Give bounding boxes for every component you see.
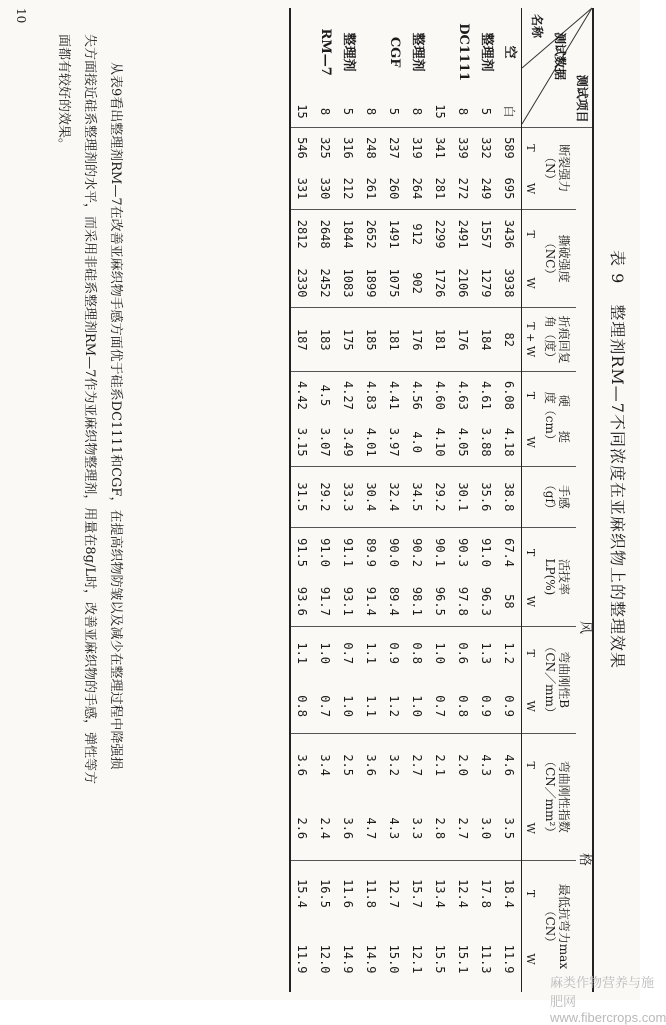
table-cell: 34.5 bbox=[406, 466, 429, 528]
table-cell: 546 bbox=[290, 127, 314, 168]
table-number: 表 9 bbox=[608, 250, 627, 285]
table-cell: 12.7 bbox=[387, 879, 402, 908]
table-cell: 264 bbox=[406, 168, 429, 209]
table-cell: 3436 bbox=[502, 219, 517, 249]
table-cell: 4.63 bbox=[456, 380, 471, 410]
table-cell: 1.3 bbox=[479, 642, 494, 665]
table-cell: 31.5 bbox=[290, 466, 314, 528]
table-cell: 58 bbox=[498, 577, 522, 626]
col-activity-rate-unit: LP(%) bbox=[543, 558, 557, 596]
table-row bbox=[498, 8, 522, 992]
table-cell: 1.1 bbox=[360, 680, 383, 733]
sub-label: T bbox=[522, 127, 539, 168]
table-cell: 3.15 bbox=[290, 419, 314, 466]
table-cell: 91.0 bbox=[318, 538, 333, 567]
table-cell: 96.5 bbox=[429, 577, 452, 626]
table-row bbox=[360, 8, 383, 992]
row-concentration: 5 bbox=[383, 96, 406, 127]
table-cell: 11.8 bbox=[364, 879, 379, 908]
table-cell: 11.6 bbox=[341, 879, 356, 908]
table-cell: 98.1 bbox=[406, 577, 429, 626]
table-cell: 2.8 bbox=[429, 797, 452, 861]
table-cell: 589 bbox=[502, 137, 517, 159]
table-cell: 176 bbox=[452, 308, 475, 372]
table-cell: 316 bbox=[341, 137, 356, 159]
table-cell: 82 bbox=[498, 308, 522, 372]
row-agent: 整理剂 bbox=[479, 32, 495, 72]
group-grid: 格 bbox=[576, 733, 593, 992]
col-stiffness-unit: 度（cm） bbox=[543, 391, 557, 446]
table-row bbox=[314, 8, 337, 992]
results-table bbox=[289, 8, 594, 992]
table-cell: 4.27 bbox=[341, 380, 356, 410]
table-cell: 4.42 bbox=[290, 372, 314, 419]
table-cell: 248 bbox=[364, 137, 379, 159]
table-cell: 12.4 bbox=[456, 879, 471, 908]
table-cell: 90.3 bbox=[456, 538, 471, 567]
table-cell: 319 bbox=[410, 137, 425, 159]
table-cell: 3938 bbox=[498, 259, 522, 308]
table-cell: 15.5 bbox=[433, 944, 448, 974]
table-cell: 38.8 bbox=[498, 466, 522, 528]
col-breaking-strength: 断裂强力 bbox=[557, 144, 571, 193]
table-cell: 4.6 bbox=[502, 754, 517, 776]
table-cell: 67.4 bbox=[502, 538, 517, 567]
table-cell: 30.4 bbox=[360, 466, 383, 528]
table-cell: 14.9 bbox=[364, 944, 379, 974]
table-cell: 1899 bbox=[360, 259, 383, 308]
table-cell: 35.6 bbox=[475, 466, 498, 528]
table-cell: 0.7 bbox=[429, 680, 452, 733]
table-cell: 2.4 bbox=[314, 797, 337, 861]
table-cell: 2.7 bbox=[410, 754, 425, 776]
table-cell: 4.05 bbox=[452, 419, 475, 466]
table-cell: 2.1 bbox=[433, 754, 448, 776]
col-tear-strength-unit: （NC） bbox=[543, 236, 557, 281]
table-cell: 1083 bbox=[337, 259, 360, 308]
sub-label: T bbox=[522, 209, 539, 258]
table-body bbox=[290, 8, 522, 992]
table-cell: 181 bbox=[429, 308, 452, 372]
table-cell: 4.5 bbox=[318, 384, 333, 407]
table-cell: 11.9 bbox=[290, 926, 314, 992]
row-agent: DC1111 bbox=[456, 23, 472, 82]
table-cell: 3.88 bbox=[475, 419, 498, 466]
table-cell: 341 bbox=[433, 137, 448, 159]
row-agent: 整理剂 bbox=[341, 32, 357, 72]
table-cell: 2330 bbox=[290, 259, 314, 308]
col-min-bending-force-unit: （CN） bbox=[543, 904, 557, 949]
corner-test-item: 测试项目 bbox=[575, 74, 589, 123]
table-cell: 1844 bbox=[341, 219, 356, 249]
table-row bbox=[290, 8, 314, 992]
sub-label bbox=[522, 466, 539, 528]
col-bending-rigidity: 弯曲刚性B bbox=[557, 651, 571, 709]
table-cell: 183 bbox=[314, 308, 337, 372]
row-concentration: 5 bbox=[337, 96, 360, 127]
table-cell: 4.41 bbox=[387, 380, 402, 410]
table-cell: 29.2 bbox=[429, 466, 452, 528]
sub-label: W bbox=[522, 680, 539, 733]
row-concentration: 8 bbox=[452, 96, 475, 127]
table-cell: 96.3 bbox=[475, 577, 498, 626]
table-cell: 0.7 bbox=[314, 680, 337, 733]
table-cell: 184 bbox=[475, 308, 498, 372]
table-cell: 2812 bbox=[290, 209, 314, 258]
table-cell: 1.0 bbox=[337, 680, 360, 733]
table-cell: 93.6 bbox=[290, 577, 314, 626]
table-cell: 331 bbox=[290, 168, 314, 209]
table-cell: 0.8 bbox=[452, 680, 475, 733]
table-cell: 2648 bbox=[318, 219, 333, 249]
header-label-row bbox=[538, 8, 576, 992]
col-bending-rigidity-unit: （CN／mm） bbox=[543, 640, 557, 719]
table-cell: 33.3 bbox=[337, 466, 360, 528]
table-cell: 4.7 bbox=[360, 797, 383, 861]
col-bending-index: 弯曲刚性指数 bbox=[557, 760, 571, 833]
table-cell: 0.6 bbox=[456, 642, 471, 665]
table-cell: 2.0 bbox=[456, 754, 471, 776]
paragraph-line: 从表9看出整理剂RM—7在改善亚麻织物手感方面优于硅系DC1111和CGF，在提高织物防皱以及减少在整理过程中降强损 bbox=[108, 62, 123, 770]
table-row bbox=[452, 8, 475, 992]
row-concentration: 5 bbox=[475, 96, 498, 127]
table-cell: 17.8 bbox=[479, 879, 494, 908]
sub-label: W bbox=[522, 577, 539, 626]
table-cell: 2.7 bbox=[452, 797, 475, 861]
table-cell: 89.9 bbox=[364, 538, 379, 567]
table-cell: 15.7 bbox=[410, 879, 425, 908]
table-cell: 4.18 bbox=[498, 419, 522, 466]
table-cell: 90.1 bbox=[433, 538, 448, 567]
table-cell: 4.3 bbox=[383, 797, 406, 861]
sub-label: W bbox=[522, 419, 539, 466]
table-cell: 4.0 bbox=[406, 419, 429, 466]
table-cell: 3.49 bbox=[337, 419, 360, 466]
table-cell: 3.6 bbox=[337, 797, 360, 861]
table-cell: 0.9 bbox=[498, 680, 522, 733]
corner-test-data: 测试数据 bbox=[553, 32, 567, 81]
watermark: 麻类作物营养与施肥网 www.fibercrops.com bbox=[550, 975, 666, 1025]
table-cell: 15.0 bbox=[387, 944, 402, 974]
conclusion-paragraph bbox=[50, 34, 128, 974]
table-cell: 16.5 bbox=[318, 879, 333, 908]
table-cell: 32.4 bbox=[383, 466, 406, 528]
sub-label: W bbox=[522, 797, 539, 861]
table-cell: 0.7 bbox=[341, 642, 356, 665]
table-title: 整理剂RM—7不同浓度在亚麻织物上的整理效果 bbox=[608, 304, 627, 669]
table-cell: 0.9 bbox=[387, 642, 402, 665]
table-cell: 330 bbox=[314, 168, 337, 209]
table-cell: 1.0 bbox=[433, 642, 448, 665]
col-crease-recovery-unit: 角（度） bbox=[543, 315, 557, 364]
page-number: 10 bbox=[14, 8, 28, 24]
table-row bbox=[475, 8, 498, 992]
table-cell: 91.7 bbox=[314, 577, 337, 626]
sub-label: T + W bbox=[522, 308, 539, 372]
table-cell: 90.0 bbox=[387, 538, 402, 567]
row-concentration: 8 bbox=[406, 96, 429, 127]
table-cell: 249 bbox=[475, 168, 498, 209]
sub-label: T bbox=[522, 733, 539, 797]
table-cell: 1.2 bbox=[383, 680, 406, 733]
sub-label: T bbox=[522, 528, 539, 577]
table-cell: 4.3 bbox=[479, 754, 494, 776]
table-caption bbox=[607, 250, 630, 910]
table-cell: 93.1 bbox=[337, 577, 360, 626]
table-cell: 97.8 bbox=[452, 577, 475, 626]
col-stiffness: 硬 挺 bbox=[557, 394, 571, 443]
col-hand-feel: 手感 bbox=[557, 484, 571, 509]
table-cell: 91.4 bbox=[360, 577, 383, 626]
sub-label: W bbox=[522, 926, 539, 992]
row-agent: 整理剂 bbox=[410, 32, 426, 72]
row-agent bbox=[360, 8, 383, 96]
table-cell: 1075 bbox=[383, 259, 406, 308]
table-cell: 261 bbox=[360, 168, 383, 209]
table-cell: 14.9 bbox=[341, 944, 356, 974]
table-cell: 902 bbox=[406, 259, 429, 308]
row-concentration: 15 bbox=[429, 96, 452, 127]
table-cell: 13.4 bbox=[433, 879, 448, 908]
row-agent: RM—7 bbox=[318, 28, 334, 76]
table-cell: 11.3 bbox=[479, 944, 494, 974]
table-cell: 30.1 bbox=[452, 466, 475, 528]
table-cell: 1.1 bbox=[364, 642, 379, 665]
table-cell: 185 bbox=[360, 308, 383, 372]
col-min-bending-force: 最低抗弯力max bbox=[557, 883, 571, 970]
row-agent: CGF bbox=[387, 36, 403, 68]
table-row bbox=[429, 8, 452, 992]
table-cell: 2452 bbox=[314, 259, 337, 308]
sub-label: W bbox=[522, 259, 539, 308]
table-cell: 1.1 bbox=[290, 626, 314, 679]
table-cell: 2299 bbox=[433, 219, 448, 249]
col-crease-recovery: 折痕回复 bbox=[557, 315, 571, 364]
table-cell: 4.60 bbox=[433, 380, 448, 410]
table-cell: 0.9 bbox=[475, 680, 498, 733]
table-cell: 4.56 bbox=[410, 380, 425, 410]
table-cell: 1491 bbox=[387, 219, 402, 249]
sub-label: W bbox=[522, 168, 539, 209]
table-cell: 4.10 bbox=[429, 419, 452, 466]
table-cell: 3.5 bbox=[498, 797, 522, 861]
row-agent bbox=[429, 8, 452, 96]
table-cell: 1.0 bbox=[318, 642, 333, 665]
table-cell: 2652 bbox=[364, 219, 379, 249]
corner-name: 名称 bbox=[530, 14, 544, 39]
table-cell: 176 bbox=[406, 308, 429, 372]
sub-label: T bbox=[522, 626, 539, 679]
row-concentration: 15 bbox=[290, 96, 314, 127]
table-cell: 1279 bbox=[475, 259, 498, 308]
table-cell: 6.08 bbox=[502, 380, 517, 410]
sub-label: T bbox=[522, 860, 539, 926]
table-cell: 3.6 bbox=[364, 754, 379, 776]
col-bending-index-unit: （CN／mm²） bbox=[543, 755, 557, 839]
table-cell: 2106 bbox=[452, 259, 475, 308]
table-cell: 3.07 bbox=[314, 419, 337, 466]
table-cell: 3.3 bbox=[406, 797, 429, 861]
paragraph-line: 失方面接近硅系整理剂的水平，而采用非硅系整理剂RM—7作为亚麻织物整理剂，用量在8g/L时，改善亚麻织物的手感，弹性等方 bbox=[82, 34, 97, 784]
sub-label: T bbox=[522, 372, 539, 419]
table-cell: 187 bbox=[290, 308, 314, 372]
table-cell: 1.0 bbox=[406, 680, 429, 733]
table-cell: 3.2 bbox=[387, 754, 402, 776]
table-cell: 91.5 bbox=[290, 528, 314, 577]
corner-header-cell bbox=[522, 8, 592, 127]
col-breaking-strength-unit: （N） bbox=[543, 150, 557, 186]
table-cell: 272 bbox=[452, 168, 475, 209]
header-sub-row bbox=[522, 8, 539, 992]
table-cell: 3.6 bbox=[290, 733, 314, 797]
group-wind: 风 bbox=[576, 528, 593, 733]
header-group-row bbox=[576, 8, 593, 992]
table-cell: 2491 bbox=[456, 219, 471, 249]
row-agent: 空 bbox=[502, 45, 518, 59]
table-row bbox=[406, 8, 429, 992]
row-concentration: 白 bbox=[498, 96, 522, 127]
table-cell: 4.83 bbox=[364, 380, 379, 410]
table-cell: 339 bbox=[456, 137, 471, 159]
row-concentration: 8 bbox=[360, 96, 383, 127]
table-cell: 12.0 bbox=[318, 944, 333, 974]
table-cell: 0.8 bbox=[410, 642, 425, 665]
col-activity-rate: 活技率 bbox=[557, 558, 571, 595]
row-concentration: 8 bbox=[314, 96, 337, 127]
table-row bbox=[383, 8, 406, 992]
table-cell: 281 bbox=[429, 168, 452, 209]
table-cell: 2.5 bbox=[341, 754, 356, 776]
table-cell: 89.4 bbox=[383, 577, 406, 626]
table-cell: 11.9 bbox=[502, 944, 517, 974]
table-cell: 181 bbox=[383, 308, 406, 372]
table-cell: 695 bbox=[498, 168, 522, 209]
table-cell: 260 bbox=[383, 168, 406, 209]
table-cell: 912 bbox=[410, 223, 425, 246]
table-cell: 4.61 bbox=[479, 380, 494, 410]
table-cell: 325 bbox=[318, 137, 333, 159]
table-cell: 3.4 bbox=[318, 754, 333, 776]
table-cell: 175 bbox=[337, 308, 360, 372]
paragraph-line: 面都有较好的效果。 bbox=[56, 34, 71, 152]
table-cell: 15.1 bbox=[456, 944, 471, 974]
table-cell: 237 bbox=[387, 137, 402, 159]
col-tear-strength: 撕破强度 bbox=[557, 234, 571, 283]
table-cell: 1726 bbox=[429, 259, 452, 308]
table-cell: 212 bbox=[337, 168, 360, 209]
table-cell: 1.2 bbox=[502, 642, 517, 665]
table-cell: 3.97 bbox=[383, 419, 406, 466]
table-cell: 91.1 bbox=[341, 538, 356, 567]
table-cell: 2.6 bbox=[290, 797, 314, 861]
table-row bbox=[337, 8, 360, 992]
table-cell: 91.0 bbox=[479, 538, 494, 567]
table-cell: 90.2 bbox=[410, 538, 425, 567]
col-hand-feel-unit: （gf） bbox=[543, 478, 557, 515]
table-cell: 1557 bbox=[479, 219, 494, 249]
table-cell: 15.4 bbox=[290, 860, 314, 926]
table-cell: 332 bbox=[479, 137, 494, 159]
table-cell: 4.01 bbox=[360, 419, 383, 466]
row-agent bbox=[290, 8, 314, 96]
table-cell: 12.1 bbox=[410, 944, 425, 974]
table-cell: 29.2 bbox=[314, 466, 337, 528]
table-cell: 18.4 bbox=[502, 879, 517, 908]
table-cell: 3.0 bbox=[475, 797, 498, 861]
table-cell: 0.8 bbox=[290, 680, 314, 733]
